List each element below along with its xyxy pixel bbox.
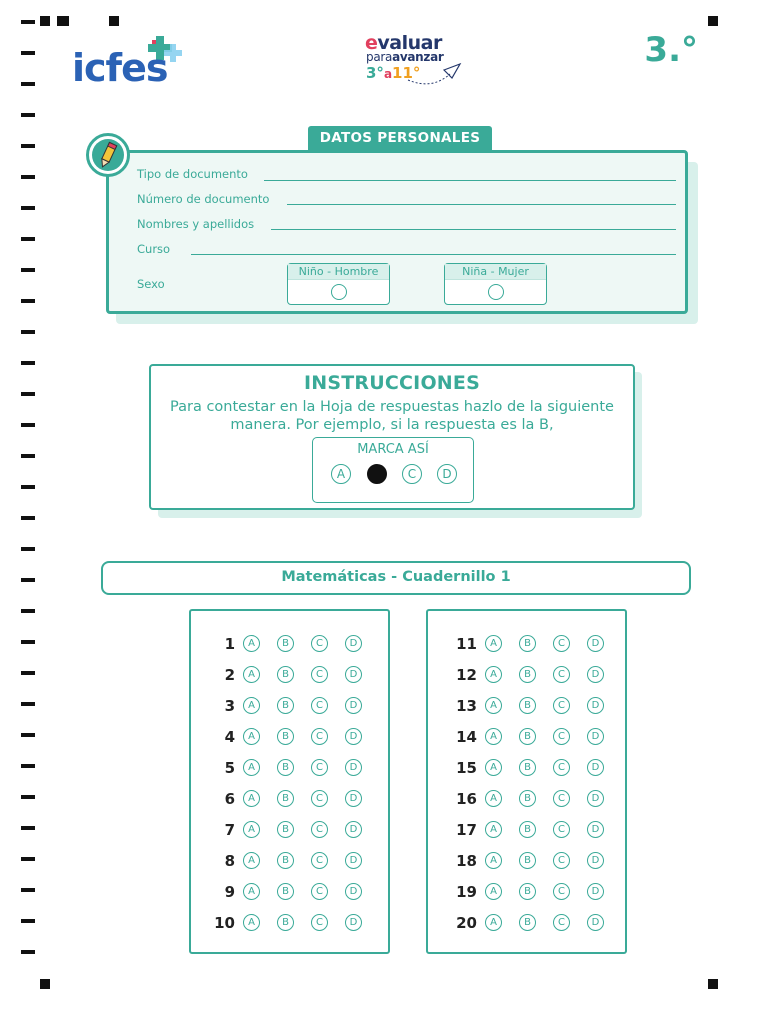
- timing-mark: [21, 578, 35, 582]
- section-header: [101, 561, 691, 595]
- answer-bubble-a[interactable]: A: [485, 821, 502, 838]
- answer-bubble-d[interactable]: D: [345, 852, 362, 869]
- field-line-curso[interactable]: [191, 254, 676, 255]
- icfes-logo: [72, 32, 192, 88]
- answer-bubble-a[interactable]: A: [243, 697, 260, 714]
- datos-personales-panel: [106, 150, 688, 314]
- question-number: 8: [224, 852, 235, 870]
- answer-bubble-c[interactable]: C: [553, 790, 570, 807]
- question-number: 20: [456, 914, 477, 932]
- timing-mark: [21, 516, 35, 520]
- marca-asi-example: [312, 437, 474, 503]
- answer-bubble-a[interactable]: A: [243, 790, 260, 807]
- answer-bubble-b[interactable]: B: [277, 697, 294, 714]
- timing-mark: [21, 857, 35, 861]
- timing-mark: [21, 113, 35, 117]
- answer-bubble-b[interactable]: B: [277, 821, 294, 838]
- question-number: 15: [456, 759, 477, 777]
- timing-mark: [21, 764, 35, 768]
- answer-bubble-a[interactable]: A: [485, 883, 502, 900]
- instrucciones-panel: [149, 364, 635, 510]
- answer-grid-left: [189, 609, 390, 954]
- section-title: Matemáticas - Cuadernillo 1: [281, 569, 511, 585]
- sexo-option-nino-hombre[interactable]: [287, 263, 390, 305]
- question-row: [428, 758, 625, 780]
- question-number: 1: [224, 635, 235, 653]
- field-label-tipo-documento: Tipo de documento: [137, 167, 248, 181]
- timing-mark: [21, 485, 35, 489]
- field-label-curso: Curso: [137, 242, 171, 256]
- answer-bubble-b[interactable]: B: [519, 821, 536, 838]
- timing-mark: [21, 702, 35, 706]
- answer-bubble-a[interactable]: A: [485, 852, 502, 869]
- answer-bubble-a[interactable]: A: [243, 728, 260, 745]
- answer-bubble-b[interactable]: B: [277, 728, 294, 745]
- question-row: [428, 913, 625, 935]
- answer-bubble-a[interactable]: A: [243, 666, 260, 683]
- answer-bubble-a[interactable]: A: [243, 821, 260, 838]
- answer-bubble-a[interactable]: A: [243, 852, 260, 869]
- question-row: [191, 851, 388, 873]
- field-line-tipo-documento[interactable]: [264, 180, 676, 181]
- sexo-bubble[interactable]: [331, 284, 347, 300]
- timing-mark: [21, 175, 35, 179]
- answer-bubble-b[interactable]: B: [519, 728, 536, 745]
- question-number: 2: [224, 666, 235, 684]
- question-number: 3: [224, 697, 235, 715]
- registration-mark: [57, 16, 69, 26]
- question-row: [428, 696, 625, 718]
- timing-mark: [21, 919, 35, 923]
- timing-mark: [21, 733, 35, 737]
- answer-bubble-a[interactable]: A: [485, 728, 502, 745]
- timing-mark: [21, 20, 35, 24]
- timing-mark: [21, 237, 35, 241]
- answer-bubble-b[interactable]: B: [277, 790, 294, 807]
- example-bubble-b-filled: [367, 464, 387, 484]
- timing-mark: [21, 795, 35, 799]
- field-label-nombres-apellidos: Nombres y apellidos: [137, 217, 255, 231]
- answer-bubble-d[interactable]: D: [587, 821, 604, 838]
- question-number: 14: [456, 728, 477, 746]
- grade-label: 3.°: [644, 30, 698, 70]
- answer-bubble-c[interactable]: C: [553, 821, 570, 838]
- sexo-option-nina-mujer[interactable]: [444, 263, 547, 305]
- answer-bubble-d[interactable]: D: [345, 821, 362, 838]
- question-row: [191, 820, 388, 842]
- timing-mark: [21, 640, 35, 644]
- answer-bubble-d[interactable]: D: [345, 697, 362, 714]
- question-number: 5: [224, 759, 235, 777]
- answer-bubble-d[interactable]: D: [587, 759, 604, 776]
- answer-grid-right: [426, 609, 627, 954]
- question-row: [191, 758, 388, 780]
- question-row: [428, 727, 625, 749]
- answer-bubble-d[interactable]: D: [345, 883, 362, 900]
- answer-bubble-c[interactable]: C: [311, 821, 328, 838]
- question-number: 18: [456, 852, 477, 870]
- timing-mark: [21, 950, 35, 954]
- question-row: [428, 789, 625, 811]
- answer-bubble-b[interactable]: B: [519, 914, 536, 931]
- answer-bubble-b[interactable]: B: [277, 883, 294, 900]
- timing-mark: [21, 82, 35, 86]
- question-row: [191, 913, 388, 935]
- question-number: 9: [224, 883, 235, 901]
- evaluar-grade-range: 3°a11°: [366, 64, 421, 82]
- question-row: [428, 882, 625, 904]
- example-bubble-a: A: [331, 464, 351, 484]
- answer-bubble-d[interactable]: D: [587, 914, 604, 931]
- question-row: [191, 882, 388, 904]
- answer-bubble-b[interactable]: B: [519, 759, 536, 776]
- icfes-wordmark: icfes: [72, 46, 168, 90]
- answer-bubble-d[interactable]: D: [587, 666, 604, 683]
- answer-bubble-c[interactable]: C: [311, 697, 328, 714]
- evaluar-wordmark: evaluar: [365, 32, 442, 54]
- answer-bubble-a[interactable]: A: [243, 883, 260, 900]
- timing-mark: [21, 268, 35, 272]
- timing-mark: [21, 547, 35, 551]
- field-line-nombres-apellidos[interactable]: [271, 229, 676, 230]
- question-row: [191, 789, 388, 811]
- paper-plane-icon: [362, 32, 472, 92]
- question-row: [191, 634, 388, 656]
- answer-bubble-d[interactable]: D: [345, 759, 362, 776]
- answer-bubble-c[interactable]: C: [553, 914, 570, 931]
- pencil-icon: [92, 139, 124, 171]
- answer-bubble-d[interactable]: D: [345, 728, 362, 745]
- answer-bubble-a[interactable]: A: [485, 635, 502, 652]
- answer-bubble-b[interactable]: B: [519, 790, 536, 807]
- question-number: 6: [224, 790, 235, 808]
- answer-bubble-c[interactable]: C: [553, 635, 570, 652]
- timing-mark: [21, 609, 35, 613]
- example-bubble-d: D: [437, 464, 457, 484]
- timing-mark: [21, 454, 35, 458]
- answer-bubble-d[interactable]: D: [587, 635, 604, 652]
- pencil-badge: [86, 133, 130, 177]
- registration-mark: [708, 979, 718, 989]
- datos-personales-title: DATOS PERSONALES: [308, 126, 492, 150]
- answer-bubble-d[interactable]: D: [345, 635, 362, 652]
- question-row: [428, 851, 625, 873]
- timing-mark: [21, 888, 35, 892]
- answer-bubble-c[interactable]: C: [311, 635, 328, 652]
- answer-bubble-d[interactable]: D: [345, 790, 362, 807]
- registration-mark: [40, 979, 50, 989]
- answer-bubble-d[interactable]: D: [345, 666, 362, 683]
- answer-bubble-b[interactable]: B: [277, 852, 294, 869]
- timing-mark: [21, 361, 35, 365]
- registration-mark: [109, 16, 119, 26]
- answer-bubble-b[interactable]: B: [277, 666, 294, 683]
- timing-mark: [21, 330, 35, 334]
- example-bubble-c: C: [402, 464, 422, 484]
- answer-bubble-d[interactable]: D: [587, 852, 604, 869]
- answer-bubble-b[interactable]: B: [277, 914, 294, 931]
- question-number: 10: [214, 914, 235, 932]
- question-row: [191, 727, 388, 749]
- answer-bubble-c[interactable]: C: [553, 697, 570, 714]
- question-number: 4: [224, 728, 235, 746]
- answer-bubble-a[interactable]: A: [485, 666, 502, 683]
- timing-mark: [21, 144, 35, 148]
- answer-bubble-a[interactable]: A: [485, 697, 502, 714]
- answer-bubble-b[interactable]: B: [519, 666, 536, 683]
- answer-bubble-c[interactable]: C: [553, 883, 570, 900]
- question-number: 17: [456, 821, 477, 839]
- field-line-numero-documento[interactable]: [287, 204, 676, 205]
- question-row: [191, 696, 388, 718]
- answer-bubble-b[interactable]: B: [277, 759, 294, 776]
- registration-mark: [708, 16, 718, 26]
- question-number: 11: [456, 635, 477, 653]
- timing-mark: [21, 299, 35, 303]
- timing-mark: [21, 826, 35, 830]
- question-row: [428, 665, 625, 687]
- answer-bubble-c[interactable]: C: [311, 883, 328, 900]
- field-label-numero-documento: Número de documento: [137, 192, 270, 206]
- answer-bubble-a[interactable]: A: [243, 759, 260, 776]
- evaluar-subtitle: paraavanzar: [366, 50, 444, 64]
- answer-bubble-a[interactable]: A: [243, 635, 260, 652]
- answer-bubble-a[interactable]: A: [243, 914, 260, 931]
- answer-bubble-c[interactable]: C: [311, 790, 328, 807]
- answer-bubble-d[interactable]: D: [587, 728, 604, 745]
- sexo-option-label: Niña - Mujer: [445, 264, 546, 280]
- sexo-option-label: Niño - Hombre: [288, 264, 389, 280]
- answer-bubble-b[interactable]: B: [519, 883, 536, 900]
- answer-bubble-a[interactable]: A: [485, 759, 502, 776]
- registration-mark: [40, 16, 50, 26]
- sexo-bubble[interactable]: [488, 284, 504, 300]
- evaluar-para-avanzar-logo: [362, 32, 472, 92]
- question-number: 16: [456, 790, 477, 808]
- field-label-sexo: Sexo: [137, 277, 165, 291]
- answer-bubble-c[interactable]: C: [311, 728, 328, 745]
- answer-bubble-b[interactable]: B: [519, 635, 536, 652]
- question-row: [191, 665, 388, 687]
- answer-bubble-c[interactable]: C: [553, 759, 570, 776]
- answer-bubble-a[interactable]: A: [485, 790, 502, 807]
- answer-bubble-c[interactable]: C: [553, 666, 570, 683]
- timing-mark: [21, 671, 35, 675]
- answer-bubble-d[interactable]: D: [587, 790, 604, 807]
- instrucciones-text: Para contestar en la Hoja de respuestas hazlo de la siguiente manera. Por ejemplo, si la respuesta es la B,: [170, 399, 614, 433]
- timing-mark: [21, 51, 35, 55]
- instrucciones-title: INSTRUCCIONES: [304, 372, 480, 394]
- answer-bubble-c[interactable]: C: [553, 852, 570, 869]
- question-number: 12: [456, 666, 477, 684]
- answer-bubble-a[interactable]: A: [485, 914, 502, 931]
- timing-mark: [21, 392, 35, 396]
- timing-mark: [21, 423, 35, 427]
- marca-asi-label: MARCA ASÍ: [357, 442, 429, 457]
- answer-bubble-b[interactable]: B: [519, 697, 536, 714]
- answer-bubble-c[interactable]: C: [311, 914, 328, 931]
- answer-bubble-c[interactable]: C: [311, 759, 328, 776]
- answer-bubble-d[interactable]: D: [587, 883, 604, 900]
- answer-bubble-d[interactable]: D: [345, 914, 362, 931]
- question-number: 19: [456, 883, 477, 901]
- question-number: 7: [224, 821, 235, 839]
- question-number: 13: [456, 697, 477, 715]
- answer-bubble-d[interactable]: D: [587, 697, 604, 714]
- question-row: [428, 820, 625, 842]
- answer-bubble-b[interactable]: B: [519, 852, 536, 869]
- timing-mark: [21, 206, 35, 210]
- answer-bubble-b[interactable]: B: [277, 635, 294, 652]
- answer-bubble-c[interactable]: C: [311, 852, 328, 869]
- answer-bubble-c[interactable]: C: [311, 666, 328, 683]
- answer-bubble-c[interactable]: C: [553, 728, 570, 745]
- question-row: [428, 634, 625, 656]
